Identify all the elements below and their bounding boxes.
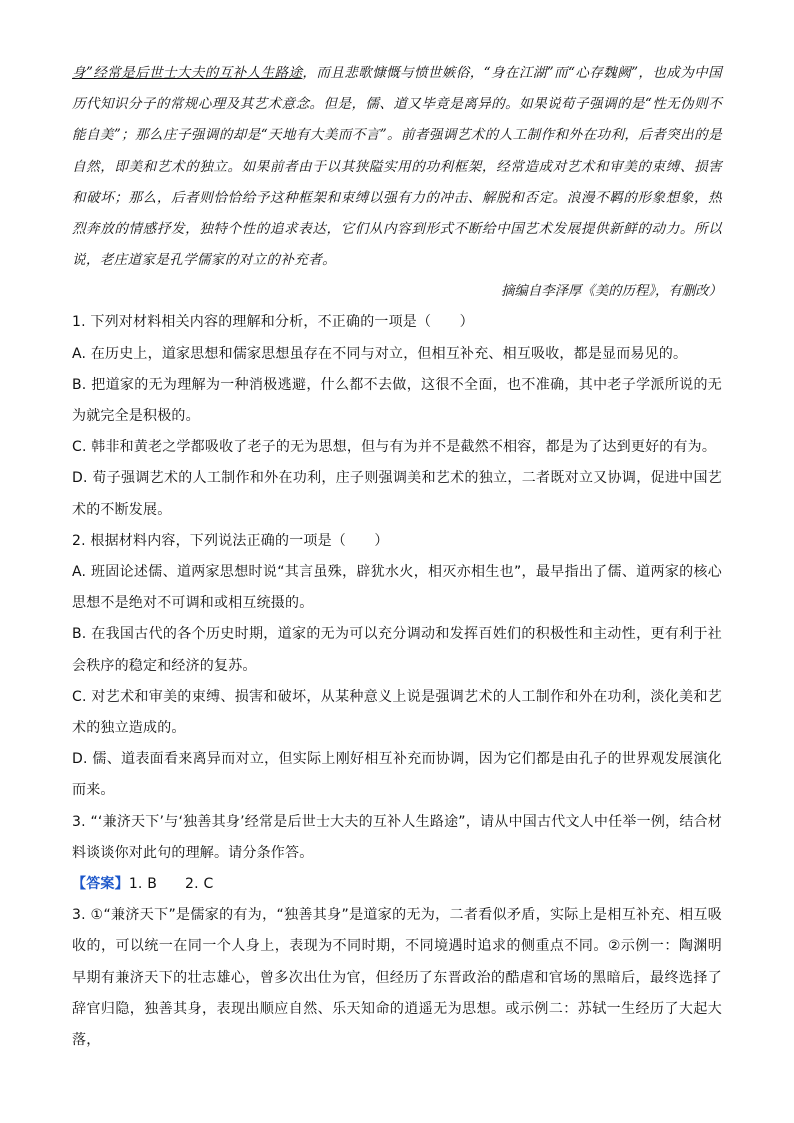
passage-paragraph (72, 58, 722, 276)
question-1-option-c: C. 韩非和黄老之学都吸收了老子的无为思想，但与有为并不是截然不相容，都是为了达到更好的有为。 (72, 439, 717, 456)
question-1-option-d: D. 荀子强调艺术的人工制作和外在功利，庄子则强调美和艺术的独立，二者既对立又协调，促进中国艺术的不断发展。 (72, 470, 722, 518)
answer-3: 3. ①“兼济天下”是儒家的有为，“独善其身”是道家的无为，二者看似矛盾，实际上是相互补充、相互吸收的，可以统一在同一个人身上，表现为不同时期，不同境遇时追求的侧重点不同。②示例一：陶渊明早期有兼济天下的壮志雄心，曾多次出仕为官，但经历了东晋政治的酷虐和官场的黑暗后，最终选择了辞官归隐，独善其身，表现出顺应自然、乐天知命的逍遥无为思想。或示例二：苏轼一生经历了大起大落， (72, 907, 722, 1049)
passage (72, 58, 722, 276)
question-2-stem: 2. 根据材料内容，下列说法正确的一项是（ ） (72, 532, 389, 549)
question-2-option-d: D. 儒、道表面看来离异而对立，但实际上刚好相互补充而协调，因为它们都是由孔子的世界观发展演化而来。 (72, 751, 722, 799)
answer-1: 1. B (128, 876, 158, 893)
question-2-option-b: B. 在我国古代的各个历史时期，道家的无为可以充分调动和发挥百姓们的积极性和主动性，更有利于社会秩序的稳定和经济的复苏。 (72, 626, 722, 674)
answer-line (72, 869, 722, 900)
passage-text: ，而且悲歌慷慨与愤世嫉俗，“身在江湖”而“心存魏阙”，也成为中国历代知识分子的常规心理及其艺术意念。但是，儒、道又毕竟是离异的。如果说荀子强调的是“性无伪则不能自美”；那么庄子强调的却是“天地有大美而不言”。前者强调艺术的人工制作和外在功利，后者突出的是自然，即美和艺术的独立。如果前者由于以其狭隘实用的功利框架，经常造成对艺术和审美的束缚、损害和破坏；那么，后者则恰恰给予这种框架和束缚以强有力的冲击、解脱和否定。浪漫不羁的形象想象，热烈奔放的情感抒发，独特个性的追求表达，它们从内容到形式不断给中国艺术发展提供新鲜的动力。所以说，老庄道家是孔学儒家的对立的补充者。 (72, 65, 722, 269)
question-2-option-a: A. 班固论述儒、道两家思想时说“其言虽殊，辟犹水火，相灭亦相生也”，最早指出了儒、道两家的核心思想不是绝对不可调和或相互统摄的。 (72, 564, 722, 612)
passage-source: 摘编自李泽厚《美的历程》，有删改） (501, 284, 722, 300)
question-1-stem: 1. 下列对材料相关内容的理解和分析，不正确的一项是（ ） (72, 314, 474, 331)
question-3-stem: 3. “‘兼济天下’与‘独善其身’经常是后世士大夫的互补人生路途”，请从中国古代文人中任举一例，结合材料谈谈你对此句的理解。请分条作答。 (72, 813, 722, 861)
answer-2: 2. C (185, 876, 214, 893)
document-page (72, 58, 722, 1056)
question-1-option-a: A. 在历史上，道家思想和儒家思想虽存在不同与对立，但相互补充、相互吸收，都是显而易见的。 (72, 345, 688, 362)
questions-section (72, 307, 722, 1056)
question-1-option-b: B. 把道家的无为理解为一种消极逃避，什么都不去做，这很不全面，也不准确，其中老子学派所说的无为就完全是积极的。 (72, 376, 722, 425)
answer-tag: 【答案】 (72, 876, 129, 893)
underlined-phrase: 身”经常是后世士大夫的互补人生路途 (72, 65, 303, 81)
question-2-option-c: C. 对艺术和审美的束缚、损害和破坏，从某种意义上说是强调艺术的人工制作和外在功利，淡化美和艺术的独立造成的。 (72, 688, 722, 737)
